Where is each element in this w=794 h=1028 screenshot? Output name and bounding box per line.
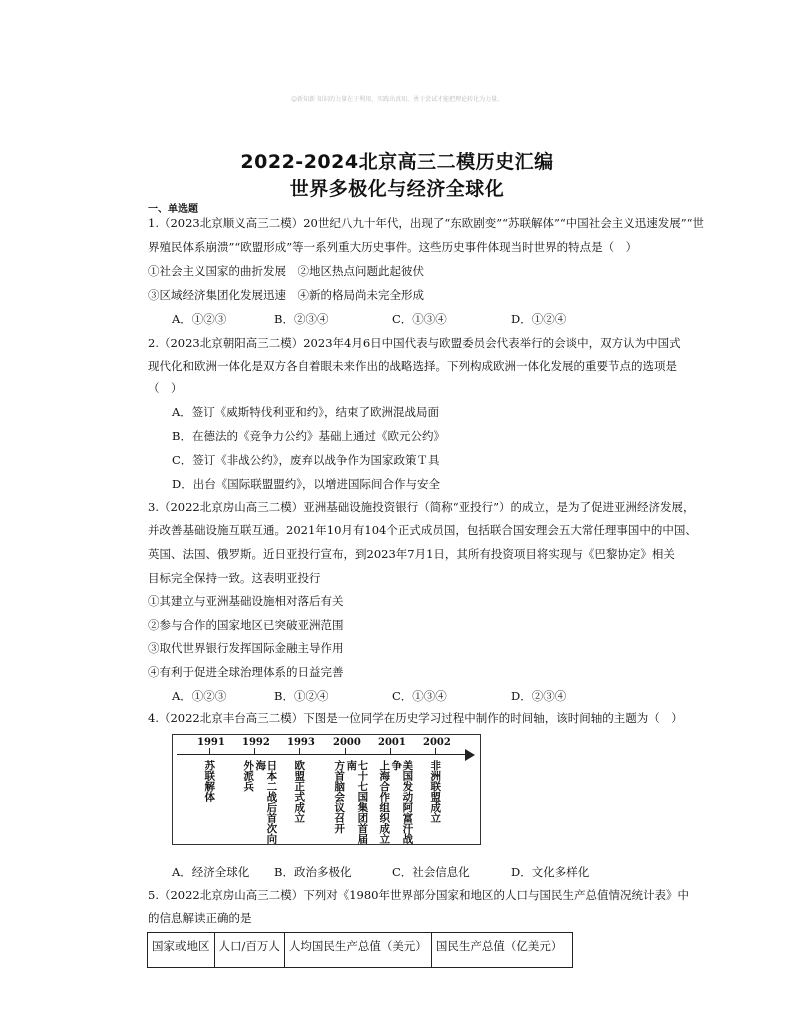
q5-stem-line2: 的信息解读正确的是	[148, 911, 252, 925]
q3-statement-1: ①其建立与亚洲基础设施相对落后有关	[148, 594, 344, 608]
document-title: 2022-2024北京高三二模历史汇编	[240, 151, 554, 173]
q2-option-b[interactable]: B．在德法的《竞争力公约》基础上通过《欧元公约》	[172, 429, 445, 443]
timeline-tick	[345, 748, 346, 755]
q3-option-d[interactable]: D．②③④	[511, 689, 567, 703]
table-header-cell: 国家或地区	[148, 933, 215, 968]
timeline-event: 日本二战后首次向海	[254, 760, 278, 844]
q3-statement-2: ②参与合作的国家地区已突破亚洲范围	[148, 618, 344, 632]
q4-stem-line1: 4.（2022北京丰台高三二模）下图是一位同学在历史学习过程中制作的时间轴，该时间轴的主题为（ ）	[148, 711, 683, 725]
timeline-arrow-icon	[465, 749, 475, 761]
q4-option-c[interactable]: C．社会信息化	[392, 865, 470, 879]
q3-stem-line4: 目标完全保持一致。这表明亚投行	[148, 571, 321, 585]
q5-stem-line1: 5.（2022北京房山高三二模）下列对《1980年世界部分国家和地区的人口与国民生产总值情况统计表》中	[148, 888, 690, 902]
q3-statement-4: ④有利于促进全球治理体系的日益完善	[148, 665, 344, 679]
q2-option-a[interactable]: A．签订《威斯特伐利亚和约》，结束了欧洲混战局面	[172, 405, 440, 419]
q1-stem-line2: 界殖民体系崩溃”“欧盟形成”等一系列重大历史事件。这些历史事件体现当时世界的特点是（ ）	[148, 240, 638, 254]
q2-stem-line3: （ ）	[148, 381, 183, 395]
q4-option-d[interactable]: D．文化多样化	[511, 865, 590, 879]
timeline-year: 2000	[333, 737, 361, 748]
q3-statement-3: ③取代世界银行发挥国际金融主导作用	[148, 641, 344, 655]
timeline-event: 美国发动阿富汗战争	[390, 760, 414, 844]
timeline-event: 外派兵	[242, 760, 255, 792]
q1-statement-1-2: ①社会主义国家的曲折发展 ②地区热点问题此起彼伏	[148, 264, 424, 278]
q3-option-c[interactable]: C．①③④	[392, 689, 447, 703]
timeline-year: 1991	[197, 737, 225, 748]
q3-stem-line2: 并改善基础设施互联互通。2021年10月有104个正式成员国，包括联合国安理会五大常任理事国中的中国、	[148, 523, 697, 537]
table-header-cell: 国民生产总值（亿美元）	[431, 933, 573, 968]
q3-stem-line3: 英国、法国、俄罗斯。近日亚投行宣布，到2023年7月1日，其所有投资项目将实现与《巴黎协定》相关	[148, 547, 675, 561]
q2-option-d[interactable]: D．出台《国际联盟盟约》，以增进国际间合作与安全	[172, 477, 440, 491]
timeline-tick	[209, 748, 210, 755]
timeline-event: 欧盟正式成立	[293, 760, 306, 823]
q1-stem-line1: 1.（2023北京顺义高三二模）20世纪八九十年代，出现了“东欧剧变”“苏联解体”“中国社会主义迅速发展”“世	[148, 216, 705, 230]
q2-stem-line1: 2.（2023北京朝阳高三二模）2023年4月6日中国代表与欧盟委员会代表举行的会谈中，双方认为中国式	[148, 336, 681, 350]
watermark-text: ☺新知新 知识的力量在于利用，实践出真知，勇于尝试才能把理论转化为力量。	[290, 96, 504, 103]
q1-option-b[interactable]: B．②③④	[274, 312, 329, 326]
statistics-table	[147, 932, 573, 968]
document-subtitle: 世界多极化与经济全球化	[289, 178, 505, 200]
table-header-cell: 人均国民生产总值（美元）	[284, 933, 431, 968]
timeline-year: 2002	[423, 737, 451, 748]
q4-option-a[interactable]: A．经济全球化	[172, 865, 250, 879]
q1-option-a[interactable]: A．①②③	[172, 312, 227, 326]
q1-option-c[interactable]: C．①③④	[392, 312, 447, 326]
timeline-tick	[299, 748, 300, 755]
timeline-event: 上海合作组织成立	[378, 760, 391, 844]
q3-option-b[interactable]: B．①②④	[274, 689, 329, 703]
timeline-event: 非洲联盟成立	[429, 760, 442, 823]
q4-option-b[interactable]: B．政治多极化	[274, 865, 352, 879]
timeline-year: 2001	[378, 737, 406, 748]
section-heading: 一、单选题	[148, 204, 198, 215]
timeline-event: 苏联解体	[203, 760, 216, 802]
q1-option-d[interactable]: D．①②④	[511, 312, 567, 326]
timeline-year: 1993	[287, 737, 315, 748]
timeline-tick	[390, 748, 391, 755]
timeline-tick	[254, 748, 255, 755]
timeline-axis	[177, 754, 467, 755]
q3-option-a[interactable]: A．①②③	[172, 689, 227, 703]
q2-option-c[interactable]: C．签订《非战公约》，废弃以战争作为国家政策Ｔ具	[172, 453, 440, 467]
q2-stem-line2: 现代化和欧洲一体化是双方各自着眼未来作出的战略选择。下列构成欧洲一体化发展的重要节点的选项是	[148, 359, 677, 373]
timeline-figure	[172, 734, 481, 845]
table-header-cell: 人口/百万人	[214, 933, 284, 968]
table-header-row	[148, 933, 573, 968]
timeline-year: 1992	[242, 737, 270, 748]
q1-statement-3-4: ③区域经济集团化发展迅速 ④新的格局尚未完全形成	[148, 288, 424, 302]
timeline-event: 七十七国集团首届南	[345, 760, 369, 844]
timeline-event: 方首脑会议召开	[333, 760, 346, 834]
timeline-tick	[435, 748, 436, 755]
q3-stem-line1: 3.（2022北京房山高三二模）亚洲基础设施投资银行（简称“亚投行”）的成立，是为了促进亚洲经济发展，	[148, 500, 695, 514]
